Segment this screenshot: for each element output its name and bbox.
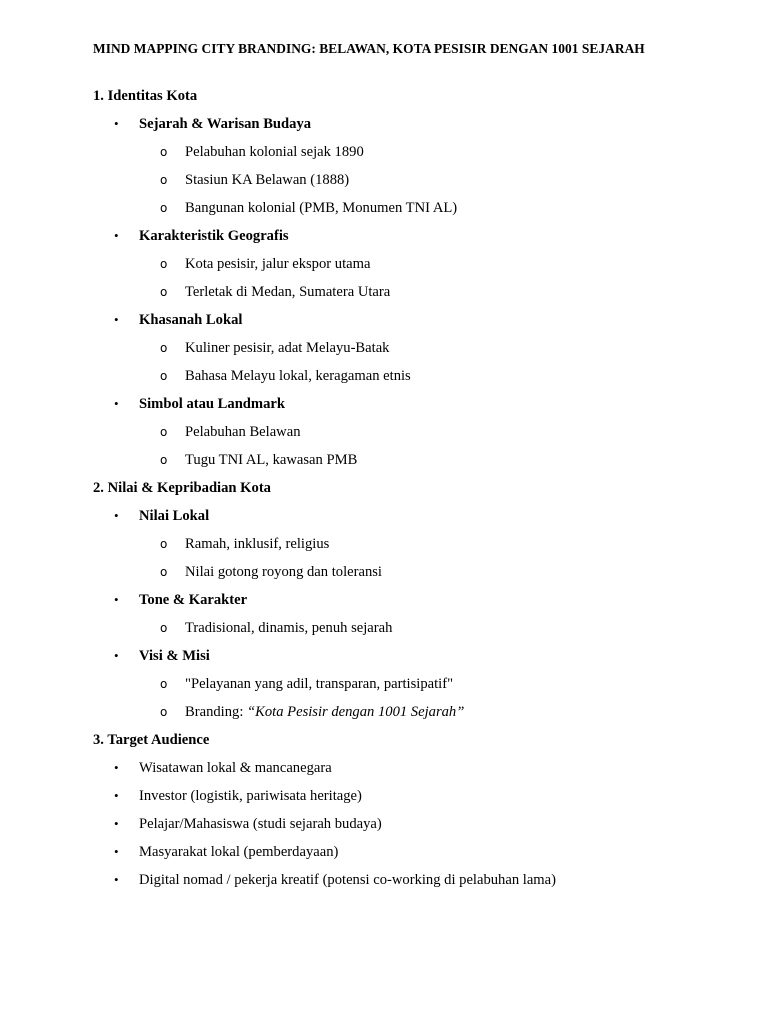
document-title: MIND MAPPING CITY BRANDING: BELAWAN, KOTA PESISIR DENGAN 1001 SEJARAH [93, 41, 645, 56]
list-item-text: Nilai gotong royong dan toleransi [185, 564, 382, 580]
subsection-karakteristik-geografis [0, 222, 768, 250]
list-item [0, 278, 768, 306]
bullet-icon: • [114, 788, 119, 803]
circle-bullet-icon: o [160, 173, 168, 187]
bullet-icon: • [114, 508, 119, 523]
list-item [0, 558, 768, 586]
circle-bullet-icon: o [160, 285, 168, 299]
list-item [0, 530, 768, 558]
list-item [0, 250, 768, 278]
subsection-title: Karakteristik Geografis [139, 228, 289, 244]
document-body [0, 82, 768, 894]
branding-item [0, 698, 768, 726]
list-item-text: Investor (logistik, pariwisata heritage) [139, 788, 362, 804]
list-item [0, 194, 768, 222]
list-item-text: Tugu TNI AL, kawasan PMB [185, 452, 358, 468]
list-item-text: Terletak di Medan, Sumatera Utara [185, 284, 391, 300]
list-item [0, 838, 768, 866]
list-item-text: "Pelayanan yang adil, transparan, partisipatif" [185, 676, 454, 692]
circle-bullet-icon: o [160, 621, 168, 635]
subsection-visi-misi [0, 642, 768, 670]
subsection-tone-karakter [0, 586, 768, 614]
bullet-icon: • [114, 760, 119, 775]
subsection-title: Nilai Lokal [139, 508, 210, 524]
list-item-text: Pelabuhan Belawan [185, 424, 301, 440]
list-item [0, 866, 768, 894]
list-item [0, 334, 768, 362]
bullet-icon: • [114, 648, 119, 663]
bullet-icon: • [114, 228, 119, 243]
list-item-text: Wisatawan lokal & mancanegara [139, 760, 332, 776]
circle-bullet-icon: o [160, 201, 168, 215]
circle-bullet-icon: o [160, 425, 168, 439]
list-item-text: Kuliner pesisir, adat Melayu-Batak [185, 340, 390, 356]
branding-label: Branding: [185, 704, 248, 720]
subsection-title: Sejarah & Warisan Budaya [139, 116, 312, 132]
circle-bullet-icon: o [160, 537, 168, 551]
subsection-simbol-landmark [0, 390, 768, 418]
circle-bullet-icon: o [160, 677, 168, 691]
branding-tagline: “Kota Pesisir dengan 1001 Sejarah” [247, 704, 465, 720]
circle-bullet-icon: o [160, 369, 168, 383]
list-item-text: Stasiun KA Belawan (1888) [185, 172, 350, 188]
list-item [0, 446, 768, 474]
section-heading-target-audience: 3. Target Audience [93, 732, 210, 748]
circle-bullet-icon: o [160, 257, 168, 271]
list-item-text: Bahasa Melayu lokal, keragaman etnis [185, 368, 411, 384]
section-heading-identitas-kota: 1. Identitas Kota [93, 88, 198, 104]
list-item-text: Masyarakat lokal (pemberdayaan) [139, 844, 339, 860]
list-item [0, 166, 768, 194]
bullet-icon: • [114, 396, 119, 411]
list-item-text: Pelajar/Mahasiswa (studi sejarah budaya) [139, 816, 382, 832]
subsection-title: Khasanah Lokal [139, 312, 243, 328]
subsection-sejarah-warisan-budaya [0, 110, 768, 138]
list-item-text: Digital nomad / pekerja kreatif (potensi co-working di pelabuhan lama) [139, 872, 556, 888]
bullet-icon: • [114, 312, 119, 327]
bullet-icon: • [114, 844, 119, 859]
section-heading-nilai-kepribadian: 2. Nilai & Kepribadian Kota [93, 480, 271, 496]
list-item-text: Ramah, inklusif, religius [185, 536, 330, 552]
list-item [0, 418, 768, 446]
circle-bullet-icon: o [160, 453, 168, 467]
circle-bullet-icon: o [160, 341, 168, 355]
subsection-khasanah-lokal [0, 306, 768, 334]
list-item [0, 670, 768, 698]
bullet-icon: • [114, 816, 119, 831]
bullet-icon: • [114, 592, 119, 607]
list-item [0, 810, 768, 838]
subsection-title: Visi & Misi [139, 648, 210, 664]
circle-bullet-icon: o [160, 705, 168, 719]
list-item-text: Tradisional, dinamis, penuh sejarah [185, 620, 393, 636]
bullet-icon: • [114, 116, 119, 131]
list-item [0, 614, 768, 642]
list-item-text: Kota pesisir, jalur ekspor utama [185, 256, 371, 272]
circle-bullet-icon: o [160, 565, 168, 579]
subsection-nilai-lokal [0, 502, 768, 530]
bullet-icon: • [114, 872, 119, 887]
list-item-text: Pelabuhan kolonial sejak 1890 [185, 144, 364, 160]
subsection-title: Tone & Karakter [139, 592, 248, 608]
list-item-text: Bangunan kolonial (PMB, Monumen TNI AL) [185, 200, 458, 216]
subsection-title: Simbol atau Landmark [139, 396, 285, 412]
circle-bullet-icon: o [160, 145, 168, 159]
list-item [0, 362, 768, 390]
list-item [0, 138, 768, 166]
list-item [0, 754, 768, 782]
list-item [0, 782, 768, 810]
